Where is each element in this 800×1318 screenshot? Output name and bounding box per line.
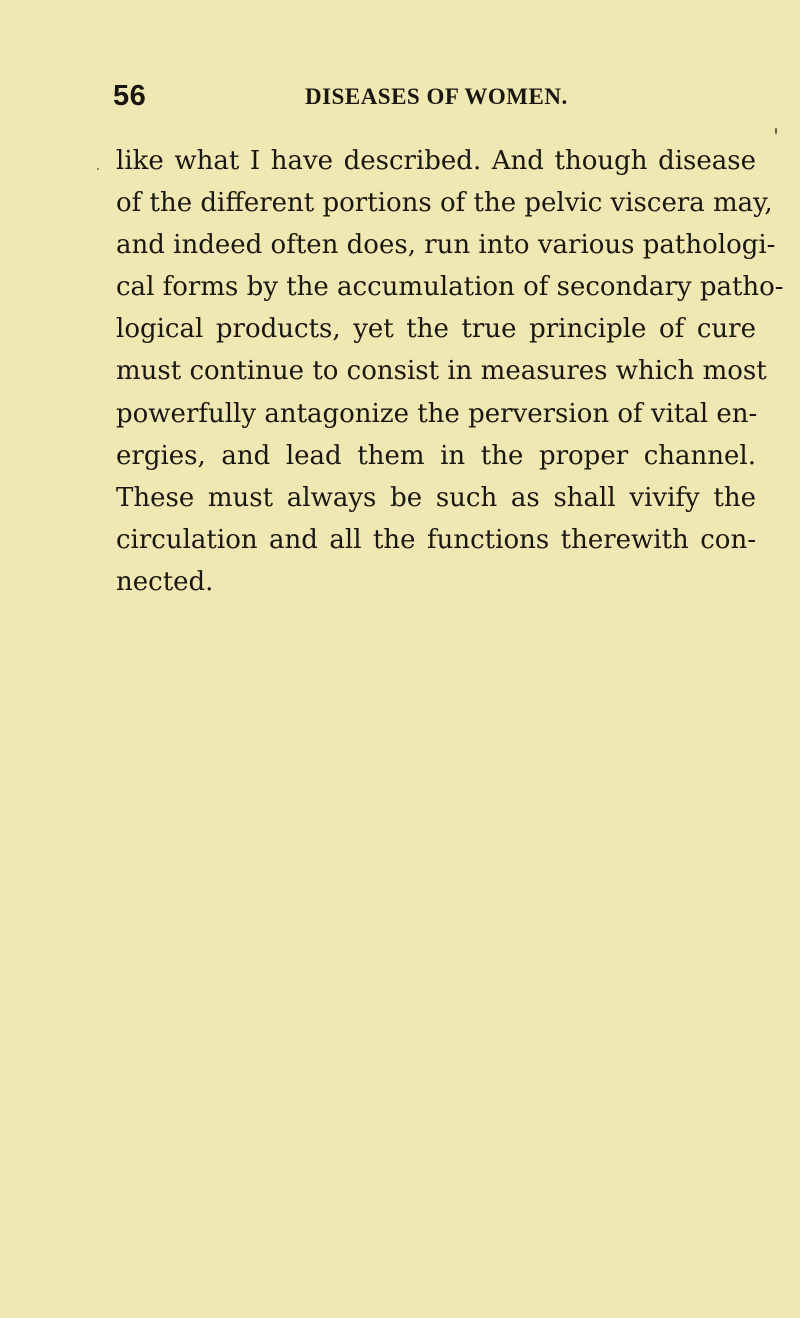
text-line: ergies, and lead them in the proper channel. [116,440,756,471]
text-line: circulation and all the functions therewith con- [116,524,756,555]
running-title: DISEASES OF WOMEN. [305,84,568,109]
text-line: cal forms by the accumulation of secondary patho- [116,272,784,303]
text-line: powerfully antagonize the perversion of vital en- [116,398,758,429]
paper-speck [775,128,777,134]
text-line: like what I have described. And though disease [116,146,756,176]
text-line: These must always be such as shall vivify the [116,482,756,513]
body-paragraph [116,140,784,603]
paper-speck [97,168,99,170]
page-number: 56 [113,80,147,112]
text-line: nected. [116,566,214,597]
running-head [113,80,753,120]
text-line: of the different portions of the pelvic viscera may, [116,188,773,219]
text-line: must continue to consist in measures which most [116,356,767,387]
text-line: and indeed often does, run into various pathologi- [116,230,776,261]
text-line: logical products, yet the true principle of cure [116,314,756,345]
